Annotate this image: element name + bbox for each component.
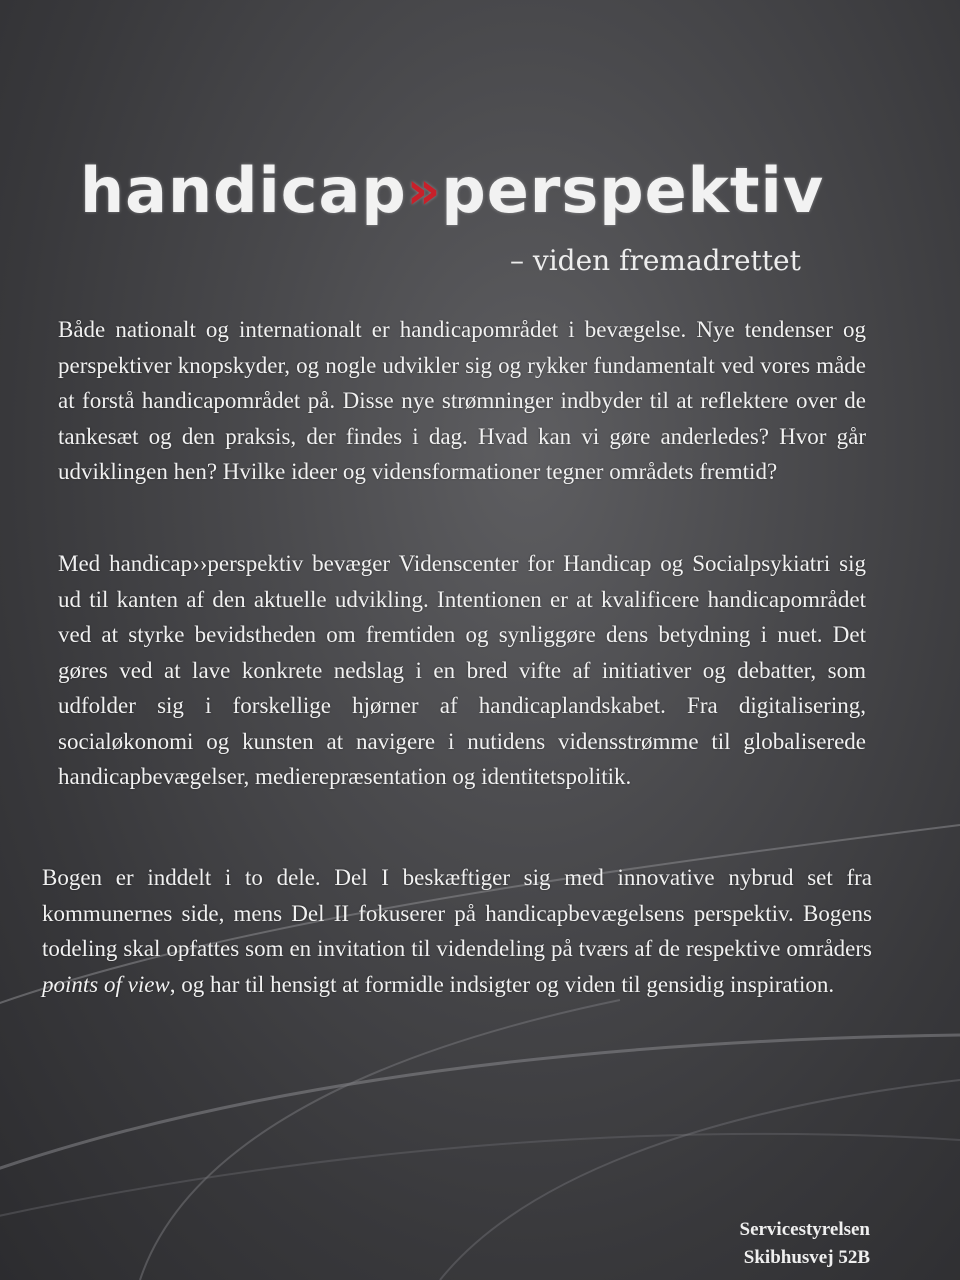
- title-red-arrows-icon: »: [406, 161, 442, 221]
- blurb-paragraph-2: Med handicap››perspektiv bevæger Videnscenter for Handicap og Socialpsykiatri sig ud til kanten af den aktuelle udvikling. Intentionen er at kvalificere handicapområdet ved at styrke bevidstheden om fremtiden og synliggøre dens betydning i nuet. Det gøres ved at lave konkrete nedslag i en bred vifte af initiativer og debatter, som udfolder sig i forskellige hjørner af handicaplandskabet. Fra digitalisering, socialøkonomi og kunsten at navigere i nutidens vidensstrømme til globaliserede handicapbevægelser, medierepræsentation og identitetspolitik.: [58, 551, 866, 789]
- blurb-paragraph-3: [42, 860, 872, 1002]
- publisher-name: Servicestyrelsen: [739, 1219, 870, 1240]
- book-title: [80, 154, 825, 227]
- paragraph-3-italic-phrase: points of view: [42, 971, 170, 997]
- title-part-perspektiv: perspektiv: [441, 154, 825, 227]
- title-part-handicap: handicap: [80, 154, 407, 227]
- publisher-address: [740, 1216, 871, 1272]
- paragraph-3-text-end: , og har til hensigt at formidle indsigter og viden til gensidig inspiration.: [169, 971, 835, 997]
- blurb-paragraph-1: Både nationalt og internationalt er handicapområdet i bevægelse. Nye tendenser og perspektiver knopskyder, og nogle udvikler sig og rykker fundamentalt ved vores måde at forstå handicapområdet på. Disse nye strømninger indbyder til at reflektere over de tankesæt og den praksis, der findes i dag. Hvad kan vi gøre anderledes? Hvor går udviklingen hen? Hvilke ideer og vidensformationer tegner områdets fremtid?: [58, 317, 866, 484]
- book-subtitle: – viden fremadrettet: [510, 244, 801, 277]
- paragraph-3-text-start: Bogen er inddelt i to dele. Del I beskæftiger sig med innovative nybrud set fra kommunernes side, mens Del II fokuserer på handicapbevægelsens perspektiv. Bogens todeling skal opfattes som en invitation til videndeling på tværs af de respektive områders: [42, 865, 872, 961]
- publisher-street: Skibhusvej 52B: [743, 1247, 870, 1268]
